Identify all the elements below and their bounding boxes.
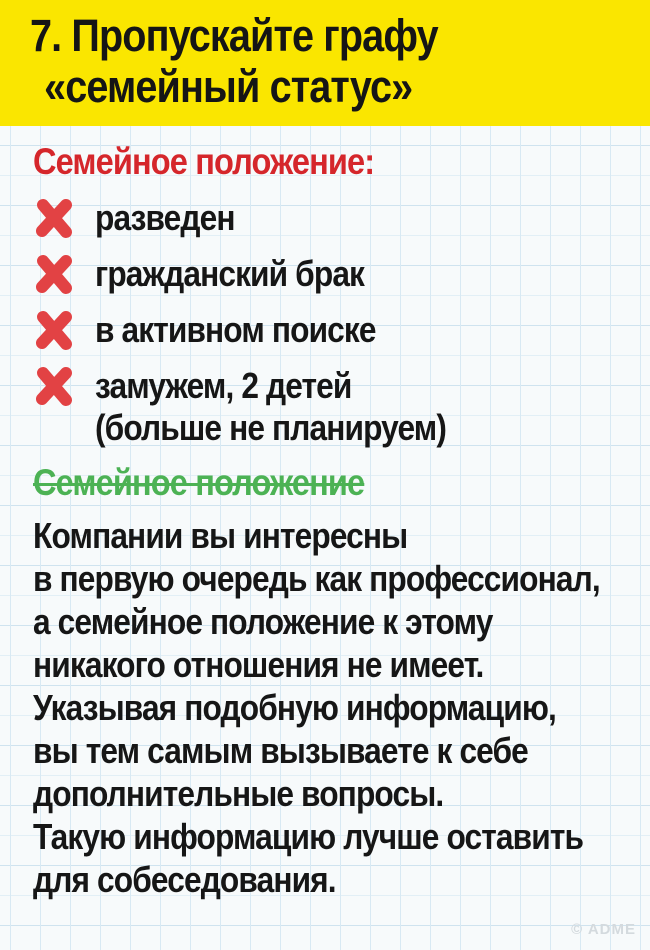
paragraph-line: Компании вы интересны xyxy=(33,515,408,556)
reject-section-heading: Семейное положение: xyxy=(33,141,375,182)
list-item xyxy=(33,309,633,351)
x-mark-icon xyxy=(33,365,75,407)
list-item-text: разведен xyxy=(95,197,235,238)
paragraph-line: Такую информацию лучше оставить xyxy=(33,816,584,857)
list-item xyxy=(33,365,633,449)
crossed-out-heading: Семейное положение xyxy=(33,462,365,503)
poster-content xyxy=(33,126,633,901)
paragraph-line: для собеседования. xyxy=(33,859,336,900)
paragraph-line: Указывая подобную информацию, xyxy=(33,687,556,728)
title-banner xyxy=(0,0,650,126)
x-mark-icon xyxy=(33,197,75,239)
paragraph-line: дополнительные вопросы. xyxy=(33,773,444,814)
paragraph-line: в первую очередь как профессионал, xyxy=(33,558,600,599)
list-item xyxy=(33,197,633,239)
explanation-paragraph xyxy=(33,514,633,901)
list-item-text: в активном поиске xyxy=(95,309,376,350)
x-mark-icon xyxy=(33,253,75,295)
paragraph-line: а семейное положение к этому xyxy=(33,601,493,642)
list-item-text: замужем, 2 детей (больше не планируем) xyxy=(95,365,446,448)
paragraph-line: никакого отношения не имеет. xyxy=(33,644,484,685)
title-line-2: «семейный статус» xyxy=(44,61,413,112)
x-mark-icon xyxy=(33,309,75,351)
title-line-1: 7. Пропускайте графу xyxy=(30,10,438,61)
reject-list xyxy=(33,197,633,449)
paragraph-line: вы тем самым вызываете к себе xyxy=(33,730,528,771)
list-item xyxy=(33,253,633,295)
list-item-text: гражданский брак xyxy=(95,253,365,294)
adme-watermark: © ADME xyxy=(571,921,636,938)
